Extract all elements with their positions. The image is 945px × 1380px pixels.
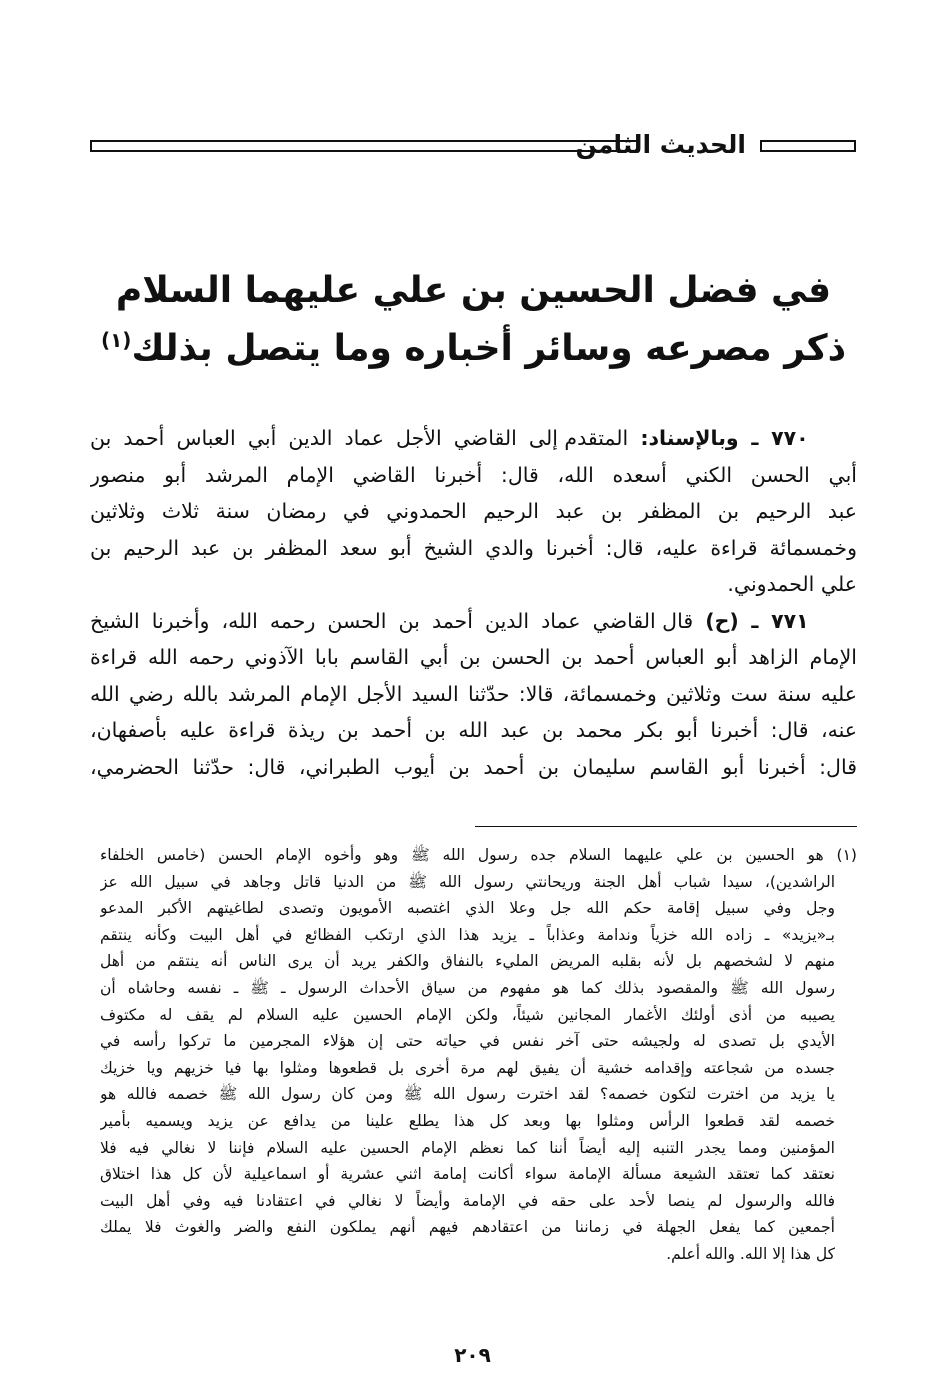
footnote <box>100 842 857 1268</box>
running-header <box>88 128 858 164</box>
footnote-line: الأيدي بل تصدى له ولجيشه حتى آخر نفس في حياته حتى إن هؤلاء المجرمين ما تركوا رأسه في <box>100 1032 835 1051</box>
body-line: وخمسمائة قراءة عليه، قال: أخبرنا والدي الشيخ أبو سعد المظفر بن عبد الرحيم بن <box>90 535 857 560</box>
chapter-title <box>90 262 857 378</box>
footnote-reference: (١) <box>100 328 132 352</box>
footnote-line: نعتقد كما تعتقد الشيعة مسألة الإمامة سواء أكانت إمامة اثني عشرية أو اسماعيلية لأن كل هذا اختلاق <box>100 1165 835 1184</box>
body-line <box>90 603 857 640</box>
chapter-title-line-1: في فضل الحسين بن علي عليهما السلام <box>115 270 832 311</box>
footnote-line: يا يزيد من اخترت لتكون خصمه؟ لقد اخترت رسول الله ﷺ ومن كان رسول الله ﷺ خصمه فالله هو <box>100 1085 835 1104</box>
body-line: عنه، قال: أخبرنا أبو بكر محمد بن عبد الله بن أحمد بن ريذة قراءة عليه بأصفهان، <box>90 718 857 742</box>
line-text: قال القاضي عماد الدين أحمد بن الحسن رحمه الله، وأخبرنا الشيخ <box>90 608 694 633</box>
body-line: علي الحمدوني. <box>727 572 857 596</box>
footnote-line: منهم لا لشخصهم بل لأنه بقلبه المريض المليء بالنفاق والكفر يريد أن يرى الناس أنه ينتقم من أهل <box>100 952 835 971</box>
body-line: أبي الحسن الكني أسعده الله، قال: أخبرنا القاضي الإمام المرشد أبو منصور <box>90 462 857 487</box>
header-title: الحديث الثامن <box>575 130 746 159</box>
footnote-line: أجمعين كما يفعل الجهلة في زماننا من اعتقادهم فيهم أنهم يملكون النفع والضر والغوث فلا يملك <box>100 1218 835 1237</box>
footnote-line: وجل وفي سبيل إقامة حكم الله جل وعلا الذي اغتصبه الأمويون وتصدى لطاغيتهم الأكبر المدعو <box>100 899 835 918</box>
footnote-line: رسول الله ﷺ والمقصود بذلك كما هو مفهوم من سياق الأحداث الرسول ـ ﷺ ـ نفسه وحاشاه أن <box>100 978 835 997</box>
body-text <box>90 420 857 785</box>
line-text: المتقدم إلى القاضي الأجل عماد الدين أبي العباس أحمد بن <box>90 426 629 450</box>
chapter-title-line-2 <box>90 320 857 378</box>
body-line <box>90 420 857 457</box>
line-text: هو الحسين بن علي عليهما السلام جده رسول الله ﷺ وهو وأخوه الإمام الحسن (خامس الخلفاء <box>100 846 824 864</box>
body-line: عليه سنة ست وثلاثين وخمسمائة، قالا: حدّثنا السيد الأجل الإمام المرشد بالله رضي الله <box>90 681 857 706</box>
header-rule-left <box>90 140 639 152</box>
footnote-line: خصمه لقد قطعوا الرأس ومثلوا بها وبعد كل هذا يطلع علينا من يدافع عن يزيد ويسميه بأمير <box>100 1111 835 1130</box>
page-number: ٢٠٩ <box>454 1343 491 1367</box>
body-line: قال: أخبرنا أبو القاسم سليمان بن أحمد بن أيوب الطبراني، قال: حدّثنا الحضرمي، <box>90 754 857 779</box>
footnote-line: يصيبه من أذى أولئك الأغمار المجانين شيئاً، ولكن الإمام الحسين عليه السلام لم يقف له مكتوف <box>100 1005 835 1024</box>
footnote-line: فالله والرسول لم ينصا لأحد على حقه في الإمامة وأيضاً لا نغالي في اعتقادنا فيه وفي أهل البيت <box>100 1191 835 1210</box>
hadith-number-771: ٧٧١ ـ (ح) <box>705 608 809 633</box>
body-line: الإمام الزاهد أبو العباس أحمد بن الحسن بن أبي القاسم بابا الآذوني رحمه الله قراءة <box>90 645 857 669</box>
footnote-marker: (١) <box>836 846 857 864</box>
footnote-line: الراشدين)، سيدا شباب أهل الجنة وريحانتي رسول الله ﷺ من الدنيا قاتل وجاهد في سبيل الله عز <box>100 872 835 891</box>
body-line: عبد الرحيم بن المظفر بن عبد الرحيم الحمدوني في رمضان سنة ثلاث وثلاثين <box>90 499 857 523</box>
footnote-line: كل هذا إلا الله. والله أعلم. <box>666 1244 835 1263</box>
footnote-separator <box>475 826 857 827</box>
footnote-line: بـ«يزيد» ـ زاده الله خزياً وندامة وعذاباً ـ يزيد هذا الذي ارتكب الفظائع في أهل البيت وكأنه ينتقم <box>100 925 835 944</box>
footnote-line: المؤمنين ومما يجدر التنبه إليه أيضاً أننا كما نعظم الإمام الحسين عليه السلام فإننا لا نغالي فيه فلا <box>100 1138 835 1157</box>
header-rule-right <box>760 140 856 152</box>
footnote-line: جسده من شجاعته وإقدامه خشية أن يفيق لهم مرة أخرى بل قطعوها ومثلوا بها فيا خزيهم ويا خزيك <box>100 1058 835 1077</box>
hadith-number-770: ٧٧٠ ـ وبالإسناد: <box>640 426 809 450</box>
footnote-line <box>100 842 857 869</box>
chapter-title-text: ذكر مصرعه وسائر أخباره وما يتصل بذلك <box>131 328 847 369</box>
